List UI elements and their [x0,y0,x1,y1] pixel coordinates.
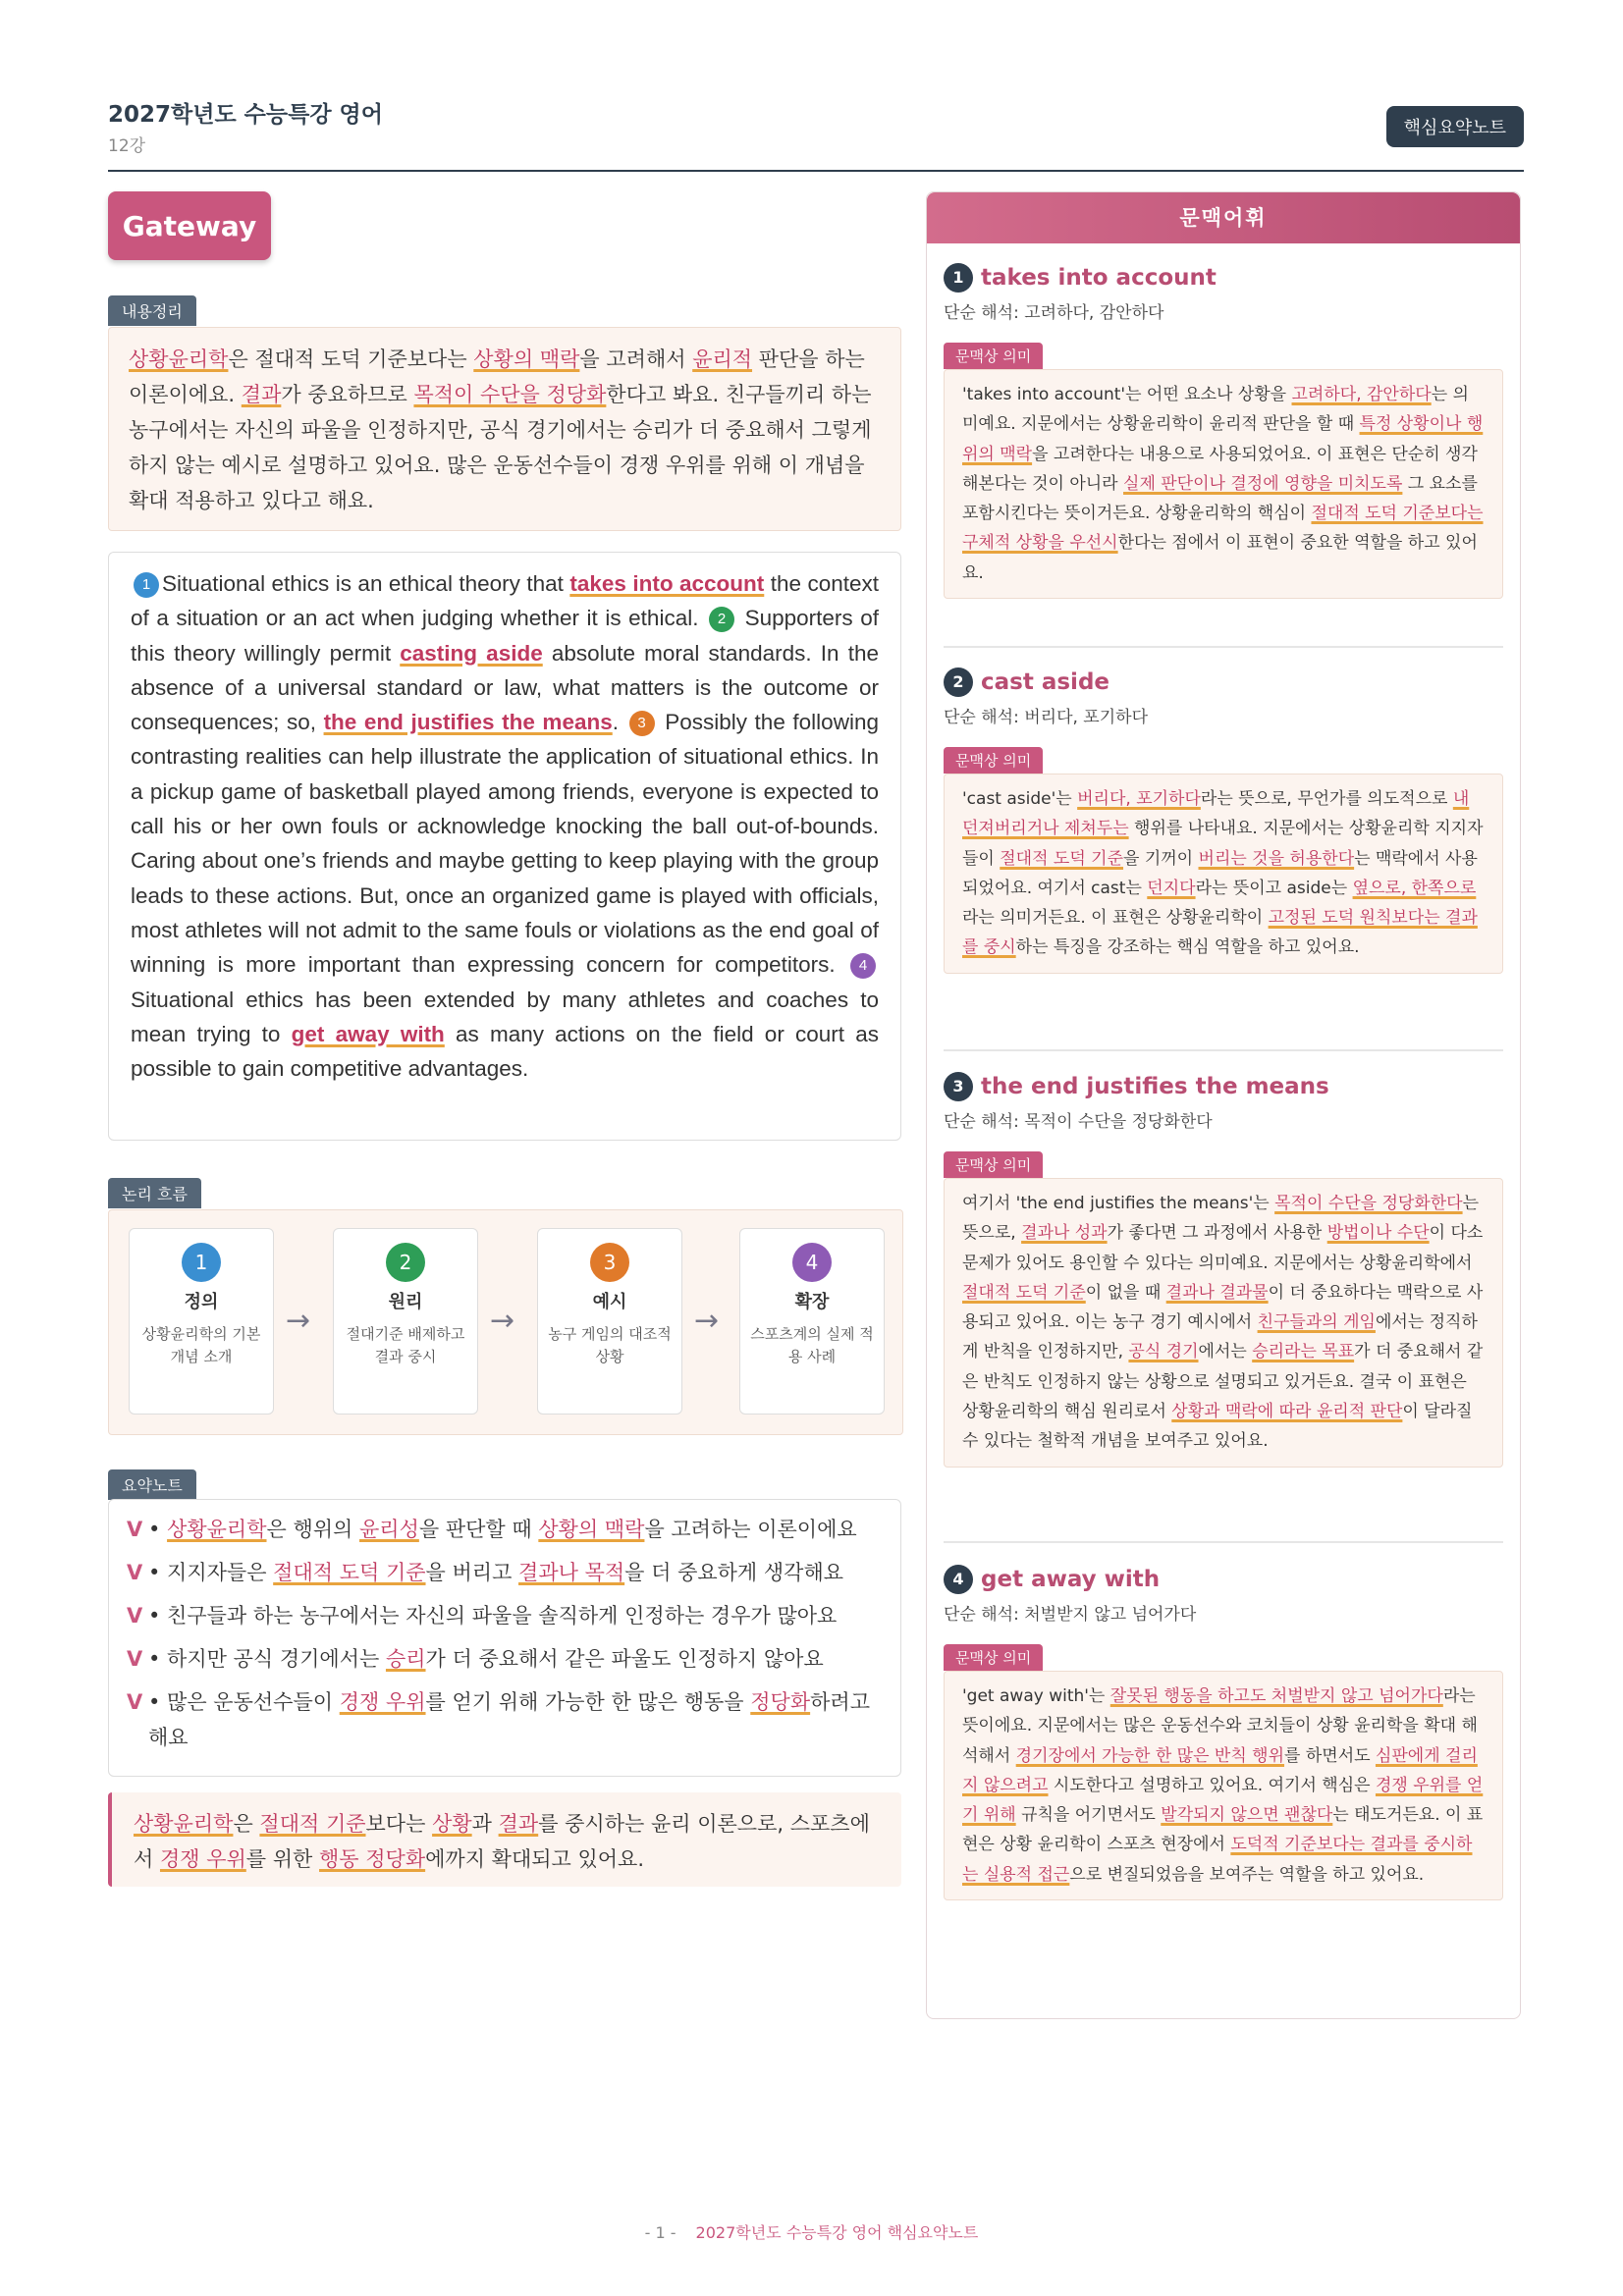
note-text: • 많은 운동선수들이 [148,1690,340,1714]
flow-step [739,1228,885,1415]
passage-text: absolute moral standards. In the absence of a universal standard or law, what matters is the outcome or consequences; so, [131,640,879,735]
note-highlight: 정당화 [750,1690,811,1714]
note-text: 을 판단할 때 [418,1518,539,1541]
ctx-highlight: 방법이나 수단 [1326,1223,1430,1244]
ctx-highlight: 절대적 도덕 기준보다는 구체적 상황을 우선시 [962,504,1484,554]
ctx-text: 'get away with'는 [962,1686,1110,1706]
vocab-simple-meaning [944,703,1503,727]
ctx-highlight: 특정 상황이나 행위의 맥락 [962,414,1484,464]
vocab-simple-meaning [944,298,1503,323]
vocab-heading: 문맥어휘 [927,192,1520,243]
ctx-text: 이 달라질 수 있다는 철학적 개념을 보여주고 있어요. [962,1402,1473,1452]
ctx-text: 을 고려한다는 내용으로 사용되었어요. 이 표현은 단순히 생각해본다는 것이 아니라 [962,444,1478,494]
note-type-badge: 핵심요약노트 [1386,106,1524,147]
flow-step-title: 확장 [794,1292,830,1312]
ctx-highlight: 승리라는 목표 [1252,1342,1355,1362]
note-text: 하려고 해요 [148,1690,870,1749]
passage-text: Situational ethics is an ethical theory that [162,571,570,596]
note-highlight: 승리 [385,1647,426,1671]
context-box [944,774,1503,974]
ctx-highlight: 공식 경기 [1128,1342,1199,1362]
check-mark-icon: V [127,1561,143,1584]
divider [944,1541,1503,1543]
passage-text: Situational ethics has been extended by many athletes and coaches to mean trying to [131,987,879,1046]
arrow-right-icon: → [490,1304,515,1338]
note-highlight: 윤리성 [359,1518,419,1541]
ctx-highlight: 절대적 도덕 기준 [962,1282,1086,1303]
summary-highlight: 윤리적 [692,347,753,371]
flow-step-number: 3 [590,1243,629,1282]
context-tag: 문맥상 의미 [944,1151,1043,1178]
ctx-text: 이 다소 문제가 있어도 용인할 수 있다는 의미예요. 지문에서는 상황윤리학에서 [962,1223,1484,1273]
note-text: 은 행위의 [266,1518,359,1541]
ctx-highlight: 발각되지 않으면 괜찮다 [1161,1805,1333,1826]
summary-highlight: 상황의 맥락 [473,347,580,371]
ctx-text: 규칙을 어기면서도 [1015,1805,1162,1826]
simple-text: 처벌받지 않고 넘어가다 [1024,1605,1197,1625]
flow-step-title: 정의 [184,1292,219,1312]
flow-step [537,1228,682,1415]
ctx-text: 이 없을 때 [1085,1282,1166,1303]
simple-text: 목적이 수단을 정당화한다 [1024,1112,1213,1132]
ctx-text: 라는 뜻이고 aside는 [1195,878,1353,898]
ctx-highlight: 고려하다, 감안하다 [1291,385,1432,404]
note-text: 을 더 중요하게 생각해요 [624,1561,844,1584]
context-tag: 문맥상 의미 [944,747,1043,774]
logic-flow [108,1209,903,1435]
conclusion-text: 보다는 [365,1812,433,1836]
gateway-label: Gateway [108,191,271,260]
note-text: 을 고려하는 이론이에요 [644,1518,857,1541]
vocab-number: 1 [944,263,973,293]
flow-step [129,1228,274,1415]
footer-title: 2027학년도 수능특강 영어 핵심요약노트 [695,2223,979,2242]
note-highlight: 경쟁 우위 [339,1690,426,1714]
vocab-number: 2 [944,667,973,697]
vocab-term-text: get away with [981,1567,1161,1592]
flow-step-number: 2 [386,1243,425,1282]
ctx-text: 를 하면서도 [1284,1745,1376,1766]
context-tag: 문맥상 의미 [944,1644,1043,1671]
vocab-number: 4 [944,1565,973,1594]
ctx-highlight: 옆으로, 한쪽으로 [1352,878,1477,898]
vocab-term-text: takes into account [981,265,1217,291]
context-tag: 문맥상 의미 [944,343,1043,369]
vocab-term [944,261,1503,294]
page-number: - 1 - [644,2223,676,2242]
lesson-label: 12강 [108,136,146,156]
check-mark-icon: V [127,1690,143,1714]
page-footer [0,2220,1623,2243]
arrow-right-icon: → [286,1304,311,1338]
vocab-panel [926,191,1521,2019]
ctx-text: 행위를 나타내요. 지문에서는 상황윤리학 지지자들이 [962,819,1484,869]
ctx-text: 하는 특징을 강조하는 핵심 역할을 하고 있어요. [1015,937,1360,958]
note-text: • [148,1518,168,1541]
passage-text: Possibly the following contrasting realities can help illustrate the application of situational ethics. In a pickup game of basketball played among friends, everyone is expected to call his or her own fouls or acknowledge knocking the ball out-of-bounds. Caring about one’s friends and maybe getting to keep playing with the group leads to these actions. But, once an organized game is played with officials, most athletes will not admit to the same fouls or violations as the end goal of winning is more important than expressing concern for competitors. [131,710,879,978]
ctx-text: 라는 뜻이에요. 지문에서는 많은 운동선수와 코치들이 상황 윤리학을 확대 해석해서 [962,1686,1478,1766]
simple-label: 단순 해석: [944,1605,1025,1625]
summary-text: 판단을 하는 이론이에요. [129,347,865,406]
check-mark-icon: V [127,1518,143,1541]
ctx-text: 을 기꺼이 [1123,848,1199,869]
document-title: 2027학년도 수능특강 영어 [108,102,383,128]
simple-text: 고려하다, 감안하다 [1024,303,1164,323]
flow-step-title: 원리 [388,1292,423,1312]
note-item [127,1555,883,1590]
vocab-item [944,666,1503,974]
vocab-term-text: the end justifies the means [981,1074,1329,1099]
ctx-highlight: 결과나 결과물 [1165,1282,1269,1303]
summary-highlight: 상황윤리학 [129,347,229,371]
passage-highlight: get away with [291,1021,445,1046]
passage-text: as many actions on the field or court as possible to gain competitive advantages. [131,1021,879,1082]
ctx-highlight: 결과나 성과 [1021,1223,1108,1244]
ctx-highlight: 목적이 수단을 정당화한다 [1274,1194,1463,1213]
simple-label: 단순 해석: [944,1112,1025,1132]
ctx-text: 이 더 중요하다는 맥락으로 사용되고 있어요. 이는 농구 경기 예시에서 [962,1282,1484,1333]
sentence-number-3: 3 [629,711,655,736]
conclusion-highlight: 결과 [498,1812,539,1836]
divider [944,1049,1503,1051]
sentence-number-2: 2 [709,607,734,632]
ctx-highlight: 절대적 도덕 기준 [1000,848,1124,869]
flow-step-title: 예시 [592,1292,627,1312]
ctx-text: 'takes into account'는 어떤 요소나 상황을 [962,385,1292,404]
note-text: 을 버리고 [425,1561,519,1584]
vocab-term [944,666,1503,699]
note-highlight: 상황윤리학 [167,1518,267,1541]
summary-text: 은 절대적 도덕 기준보다는 [228,347,474,371]
notes-tag: 요약노트 [108,1469,196,1500]
vocab-number: 3 [944,1072,973,1101]
ctx-text: 가 좋다면 그 과정에서 사용한 [1107,1223,1327,1244]
passage-box [108,552,901,1141]
ctx-highlight: 고정된 도덕 원칙보다는 결과를 중시 [962,908,1478,958]
ctx-text: 여기서 'the end justifies the means'는 [962,1194,1275,1213]
arrow-right-icon: → [694,1304,720,1338]
note-text: • 하지만 공식 경기에서는 [148,1647,386,1671]
conclusion-highlight: 경쟁 우위 [159,1847,246,1871]
passage-highlight: the end justifies the means [323,710,613,735]
ctx-text: 라는 의미거든요. 이 표현은 상황윤리학이 [962,908,1269,929]
ctx-highlight: 잘못된 행동을 하고도 처벌받지 않고 넘어가다 [1109,1686,1443,1706]
flow-tag: 논리 흐름 [108,1178,201,1208]
passage-highlight: takes into account [569,571,765,596]
conclusion-text: 과 [471,1812,499,1836]
context-box [944,1671,1503,1900]
ctx-highlight: 내던져버리거나 제쳐두는 [962,789,1470,839]
page-header [108,96,1524,172]
ctx-text: 는 맥락에서 사용되었어요. 여기서 cast는 [962,848,1478,898]
vocab-item [944,1070,1503,1468]
ctx-highlight: 심판에게 걸리지 않으려고 [962,1745,1478,1795]
sentence-number-1: 1 [134,572,159,598]
note-text: 가 더 중요해서 같은 파울도 인정하지 않아요 [425,1647,824,1671]
divider [944,646,1503,648]
ctx-text: 한다는 점에서 이 표현이 중요한 역할을 하고 있어요. [962,533,1478,583]
note-highlight: 결과나 목적 [518,1561,625,1584]
passage-text: Supporters of this theory willingly permit [131,606,879,666]
conclusion-box [108,1792,901,1887]
ctx-highlight: 버리는 것을 허용한다 [1198,848,1355,869]
simple-label: 단순 해석: [944,708,1025,727]
note-item [127,1512,883,1547]
vocab-term [944,1070,1503,1103]
ctx-highlight: 경쟁 우위를 얻기 위해 [962,1775,1484,1826]
summary-text: 한다고 봐요. 친구들끼리 하는 농구에서는 자신의 파울을 인정하지만, 공식 경기에서는 승리가 더 중요해서 그렇게 하지 않는 예시로 설명하고 있어요. 많은 운동선수들이 경쟁 우위를 위해 이 개념을 확대 적용하고 있다고 해요. [129,383,872,512]
ctx-text: 라는 뜻으로, 무언가를 의도적으로 [1200,789,1453,809]
ctx-text: 가 더 중요해서 같은 반칙도 인정하지 않는 상황으로 설명되고 있거든요. 결국 이 표현은 상황윤리학의 핵심 원리로서 [962,1342,1484,1422]
simple-text: 버리다, 포기하다 [1024,708,1148,727]
vocab-simple-meaning [944,1600,1503,1625]
note-highlight: 절대적 도덕 기준 [273,1561,426,1584]
ctx-text: 는 뜻으로, [962,1194,1480,1244]
flow-step-number: 1 [182,1243,221,1282]
summary-tag: 내용정리 [108,295,196,326]
vocab-term-text: cast aside [981,669,1110,695]
summary-highlight: 목적이 수단을 정당화 [413,383,607,406]
ctx-text: 에서는 정직하게 반칙을 인정하지만, [962,1312,1478,1362]
passage-text: . [612,710,619,735]
summary-text: 가 중요하므로 [281,383,414,406]
conclusion-highlight: 상황 [432,1812,472,1836]
note-text: • 친구들과 하는 농구에서는 자신의 파울을 솔직하게 인정하는 경우가 많아요 [148,1604,838,1628]
flow-step-desc: 농구 게임의 대조적 상황 [548,1325,672,1365]
flow-step-desc: 스포츠계의 실제 적용 사례 [750,1325,874,1365]
conclusion-text: 에까지 확대되고 있어요. [425,1847,645,1871]
ctx-highlight: 경기장에서 가능한 한 많은 반칙 행위 [1015,1745,1285,1766]
vocab-simple-meaning [944,1107,1503,1132]
ctx-text: 에서는 [1198,1342,1253,1362]
conclusion-text: 를 중시하는 윤리 이론으로, 스포츠에서 [134,1812,870,1871]
summary-highlight: 결과 [241,383,282,406]
flow-step [333,1228,478,1415]
simple-label: 단순 해석: [944,303,1025,323]
note-item [127,1684,883,1755]
ctx-highlight: 도덕적 기준보다는 결과를 중시하는 실용적 접근 [962,1835,1473,1885]
summary-text: 을 고려해서 [579,347,693,371]
summary-notes [108,1499,901,1777]
flow-step-desc: 상황윤리학의 기본 개념 소개 [141,1325,261,1365]
ctx-highlight: 버리다, 포기하다 [1077,789,1201,809]
ctx-text: 는 태도거든요. 이 표현은 상황 윤리학이 스포츠 현장에서 [962,1805,1484,1855]
ctx-highlight: 던지다 [1147,878,1196,898]
conclusion-text: 를 위한 [245,1847,320,1871]
note-highlight: 상황의 맥락 [538,1518,645,1541]
ctx-highlight: 친구들과의 게임 [1257,1312,1376,1333]
context-box [944,369,1503,599]
passage-text: the context of a situation or an act when judging whether it is ethical. [131,571,879,631]
note-text: 를 얻기 위해 가능한 한 많은 행동을 [425,1690,751,1714]
ctx-text: 으로 변질되었음을 보여주는 역할을 하고 있어요. [1069,1864,1425,1885]
note-item [127,1598,883,1633]
note-text: • 지지자들은 [148,1561,274,1584]
flow-step-number: 4 [792,1243,832,1282]
context-box [944,1178,1503,1468]
ctx-text: 는 의미예요. 지문에서는 상황윤리학이 윤리적 판단을 할 때 [962,385,1469,435]
ctx-highlight: 상황과 맥락에 따라 윤리적 판단 [1171,1402,1403,1422]
flow-step-desc: 절대기준 배제하고 결과 중시 [346,1325,465,1365]
passage-highlight: casting aside [400,640,543,666]
note-item [127,1641,883,1677]
conclusion-highlight: 행동 정당화 [319,1847,426,1871]
conclusion-highlight: 상황윤리학 [134,1812,234,1836]
summary-box [108,327,901,531]
ctx-text: 'cast aside'는 [962,789,1078,809]
vocab-term [944,1563,1503,1596]
conclusion-highlight: 절대적 기준 [259,1812,366,1836]
ctx-text: 시도한다고 설명하고 있어요. 여기서 핵심은 [1048,1775,1376,1795]
check-mark-icon: V [127,1604,143,1628]
sentence-number-4: 4 [850,953,876,979]
check-mark-icon: V [127,1647,143,1671]
ctx-highlight: 실제 판단이나 결정에 영향을 미치도록 [1123,473,1403,494]
ctx-text: 그 요소를 포함시킨다는 뜻이거든요. 상황윤리학의 핵심이 [962,473,1478,524]
conclusion-text: 은 [233,1812,260,1836]
vocab-item [944,261,1503,599]
vocab-item [944,1563,1503,1900]
